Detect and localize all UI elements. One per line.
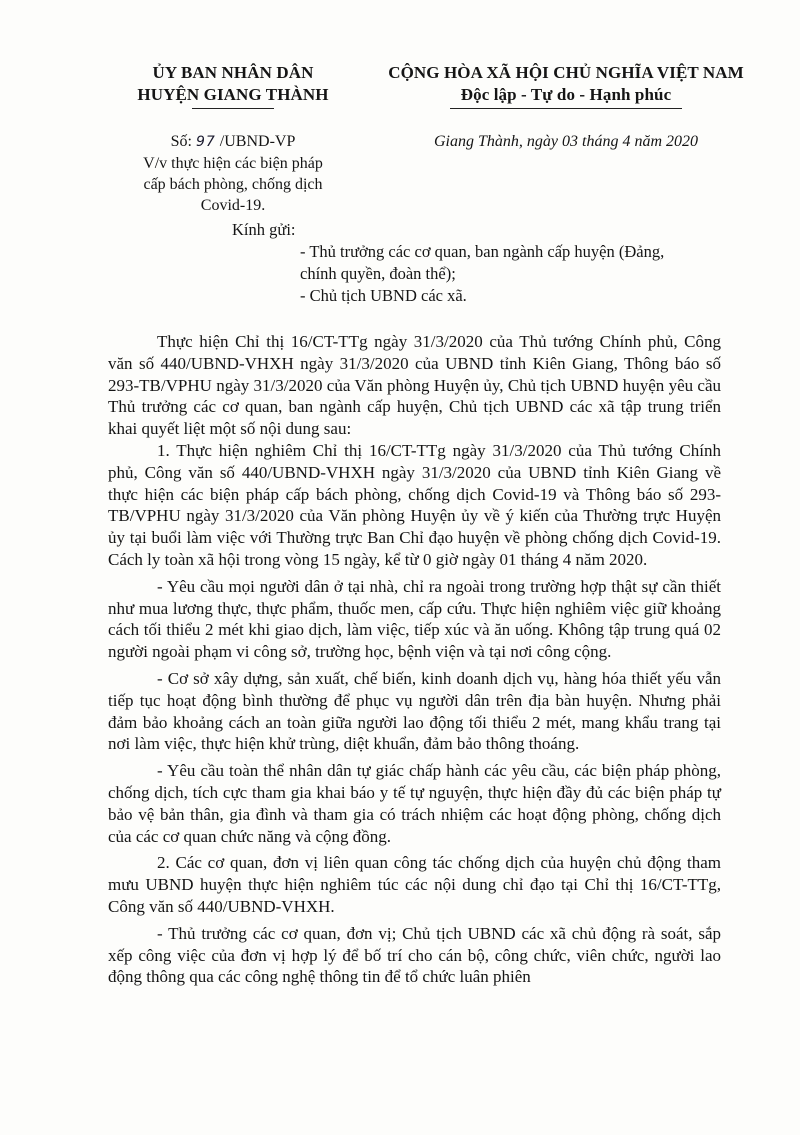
document-body: [108, 331, 721, 988]
recipient-item: chính quyền, đoàn thể);: [300, 264, 456, 283]
document-number: [108, 131, 358, 153]
recipients-list: [300, 241, 720, 307]
recipient-item: - Thủ trưởng các cơ quan, ban ngành cấp huyện (Đảng,: [300, 242, 665, 261]
recipient-item: - Chủ tịch UBND các xã.: [300, 286, 467, 305]
authority-underline: [192, 108, 274, 109]
body-paragraph: - Thủ trưởng các cơ quan, đơn vị; Chủ tịch UBND các xã chủ động rà soát, sắp xếp công việc của đơn vị hợp lý để bố trí cho cán bộ, công chức, viên chức, người lao động thông qua các công nghệ thông tin để tổ chức luân phiên: [108, 923, 721, 987]
body-paragraph: - Yêu cầu mọi người dân ở tại nhà, chỉ ra ngoài trong trường hợp thật sự cần thiết như mua lương thực, thực phẩm, thuốc men, cấp cứu. Thực hiện nghiêm việc giữ khoảng cách tối thiểu 2 mét khi giao dịch, làm việc, tiếp xúc và ăn uống. Không tập trung quá 02 người ngoài phạm vi công sở, trường học, bệnh viện và tại nơi công cộng.: [108, 576, 721, 662]
national-motto: [356, 62, 776, 109]
authority-line-1: ỦY BAN NHÂN DÂN: [152, 63, 314, 82]
authority-line-2: HUYỆN GIANG THÀNH: [137, 85, 329, 104]
subject-line: cấp bách phòng, chống dịch: [143, 176, 323, 193]
number-label: Số:: [170, 133, 192, 150]
body-paragraph: - Cơ sở xây dựng, sản xuất, chế biến, kinh doanh dịch vụ, hàng hóa thiết yếu vẫn tiếp tục hoạt động bình thường để phục vụ người dân trên địa bàn huyện. Nhưng phải đảm bảo khoảng cách an toàn giữa người lao động tối thiểu 2 mét, mang khẩu trang tại nơi làm việc, thực hiện khử trùng, diệt khuẩn, đảm bảo thông thoáng.: [108, 668, 721, 754]
subject-line: Covid-19.: [200, 197, 266, 214]
motto: Độc lập - Tự do - Hạnh phúc: [460, 85, 672, 104]
document-date: Giang Thành, ngày 03 tháng 4 năm 2020: [434, 133, 698, 150]
nation-name: CỘNG HÒA XÃ HỘI CHỦ NGHĨA VIỆT NAM: [388, 63, 744, 82]
body-paragraph: Thực hiện Chỉ thị 16/CT-TTg ngày 31/3/2020 của Thủ tướng Chính phủ, Công văn số 440/UBND-VHXH ngày 31/3/2020 của UBND tỉnh Kiên Giang, Thông báo số 293-TB/VPHU ngày 31/3/2020 của Văn phòng Huyện ủy, Chủ tịch UBND huyện yêu cầu Thủ trưởng các cơ quan, ban ngành cấp huyện, Chủ tịch UBND các xã tập trung triển khai quyết liệt một số nội dung sau:: [108, 332, 721, 439]
handwritten-number: 97: [195, 134, 216, 150]
body-paragraph: - Yêu cầu toàn thể nhân dân tự giác chấp hành các yêu cầu, các biện pháp phòng, chống dịch, tích cực tham gia khai báo y tế tự nguyện, thực hiện đầy đủ các biện pháp tự bảo vệ bản thân, gia đình và tham gia có trách nhiệm các hoạt động phòng, chống dịch của các cơ quan chức năng và cộng đồng.: [108, 761, 721, 846]
document-subject: [108, 153, 358, 216]
number-suffix: /UBND-VP: [219, 133, 296, 150]
body-paragraph: 2. Các cơ quan, đơn vị liên quan công tác chống dịch của huyện chủ động tham mưu UBND huyện thực hiện nghiêm túc các nội dung chỉ đạo tại Chỉ thị 16/CT-TTg, Công văn số 440/UBND-VHXH.: [108, 853, 721, 916]
subject-line: V/v thực hiện các biện pháp: [143, 155, 323, 172]
body-paragraph: 1. Thực hiện nghiêm Chỉ thị 16/CT-TTg ngày 31/3/2020 của Thủ tướng Chính phủ, Công văn số 440/UBND-VHXH ngày 31/3/2020 của UBND tỉnh Kiên Giang về thực hiện các biện pháp cấp bách phòng, chống dịch Covid-19 và Thông báo số 293-TB/VPHU ngày 31/3/2020 của Văn phòng Huyện ủy về ý kiến của Thường trực Huyện ủy tại buổi làm việc với Thường trực Ban Chỉ đạo huyện về phòng chống dịch Covid-19. Cách ly toàn xã hội trong vòng 15 ngày, kể từ 0 giờ ngày 01 tháng 4 năm 2020.: [108, 440, 721, 569]
motto-underline: [450, 108, 682, 109]
recipients-label: Kính gửi:: [232, 220, 296, 239]
issuing-authority: [108, 62, 358, 109]
